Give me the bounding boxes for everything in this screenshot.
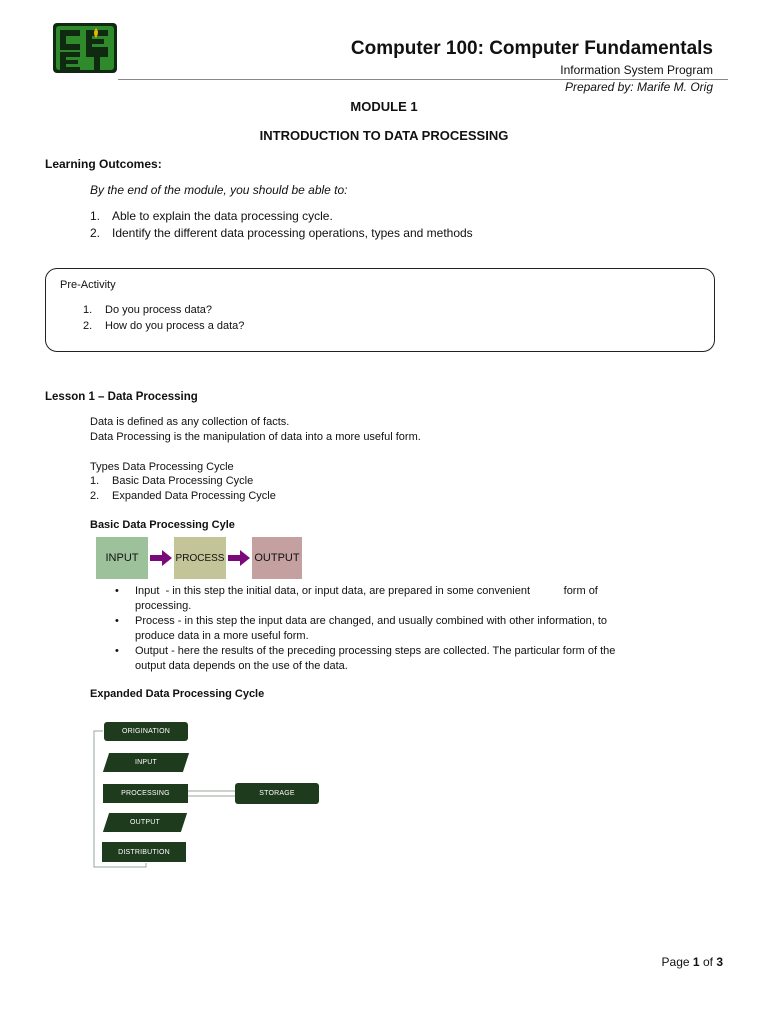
basic-cycle-heading: Basic Data Processing Cyle [90, 519, 235, 531]
list-item: • Output - here the results of the preceding processing steps are collected. The particular form of the output data depends on the use of the data. [115, 645, 616, 672]
module-title: INTRODUCTION TO DATA PROCESSING [259, 128, 509, 143]
storage-box: STORAGE [235, 783, 319, 804]
output-box: OUTPUT [103, 813, 187, 832]
definition-data: Data is defined as any collection of facts. [90, 416, 290, 428]
school-logo [52, 22, 118, 74]
types-heading: Types Data Processing Cycle [90, 461, 234, 473]
list-item: • Input - in this step the initial data, or input data, are prepared in some convenient form of processing. [115, 585, 598, 612]
list-item: 1. Do you process data? [83, 304, 213, 316]
lesson-heading: Lesson 1 – Data Processing [45, 391, 198, 403]
list-item: 2. Identify the different data processing operations, types and methods [90, 226, 473, 240]
module-number: MODULE 1 [350, 99, 418, 114]
pre-activity-list [83, 302, 244, 334]
definition-processing: Data Processing is the manipulation of data into a more useful form. [90, 431, 421, 443]
list-item: • Process - in this step the input data are changed, and usually combined with other information, to produce data in a more useful form. [115, 615, 608, 642]
outcomes-intro: By the end of the module, you should be able to: [90, 183, 348, 197]
program-name: Information System Program [560, 63, 713, 77]
arrow-right-icon [150, 550, 172, 569]
input-box: INPUT [103, 753, 189, 772]
outcomes-heading: Learning Outcomes: [45, 157, 162, 171]
processing-box: PROCESSING [103, 784, 188, 803]
bullet-list [115, 584, 715, 674]
expanded-cycle-diagram [90, 715, 330, 875]
list-item: 1. Basic Data Processing Cycle [90, 475, 254, 487]
flow-process-box: PROCESS [174, 537, 226, 579]
course-title: Computer 100: Computer Fundamentals [350, 38, 713, 59]
list-item: 1. Able to explain the data processing cycle. [90, 209, 333, 223]
types-list [90, 474, 276, 504]
page-number: Page 1 of 3 [661, 955, 723, 969]
flow-output-box: OUTPUT [252, 537, 302, 579]
flow-input-box: INPUT [96, 537, 148, 579]
arrow-right-icon [228, 550, 250, 569]
origination-box: ORIGINATION [104, 722, 188, 741]
pre-activity-heading: Pre-Activity [60, 279, 116, 291]
outcomes-list [90, 208, 473, 242]
distribution-box: DISTRIBUTION [102, 842, 186, 862]
expanded-cycle-heading: Expanded Data Processing Cycle [90, 688, 265, 700]
list-item: 2. Expanded Data Processing Cycle [90, 490, 276, 502]
list-item: 2. How do you process a data? [83, 320, 245, 332]
prepared-by: Prepared by: Marife M. Orig [564, 80, 713, 94]
